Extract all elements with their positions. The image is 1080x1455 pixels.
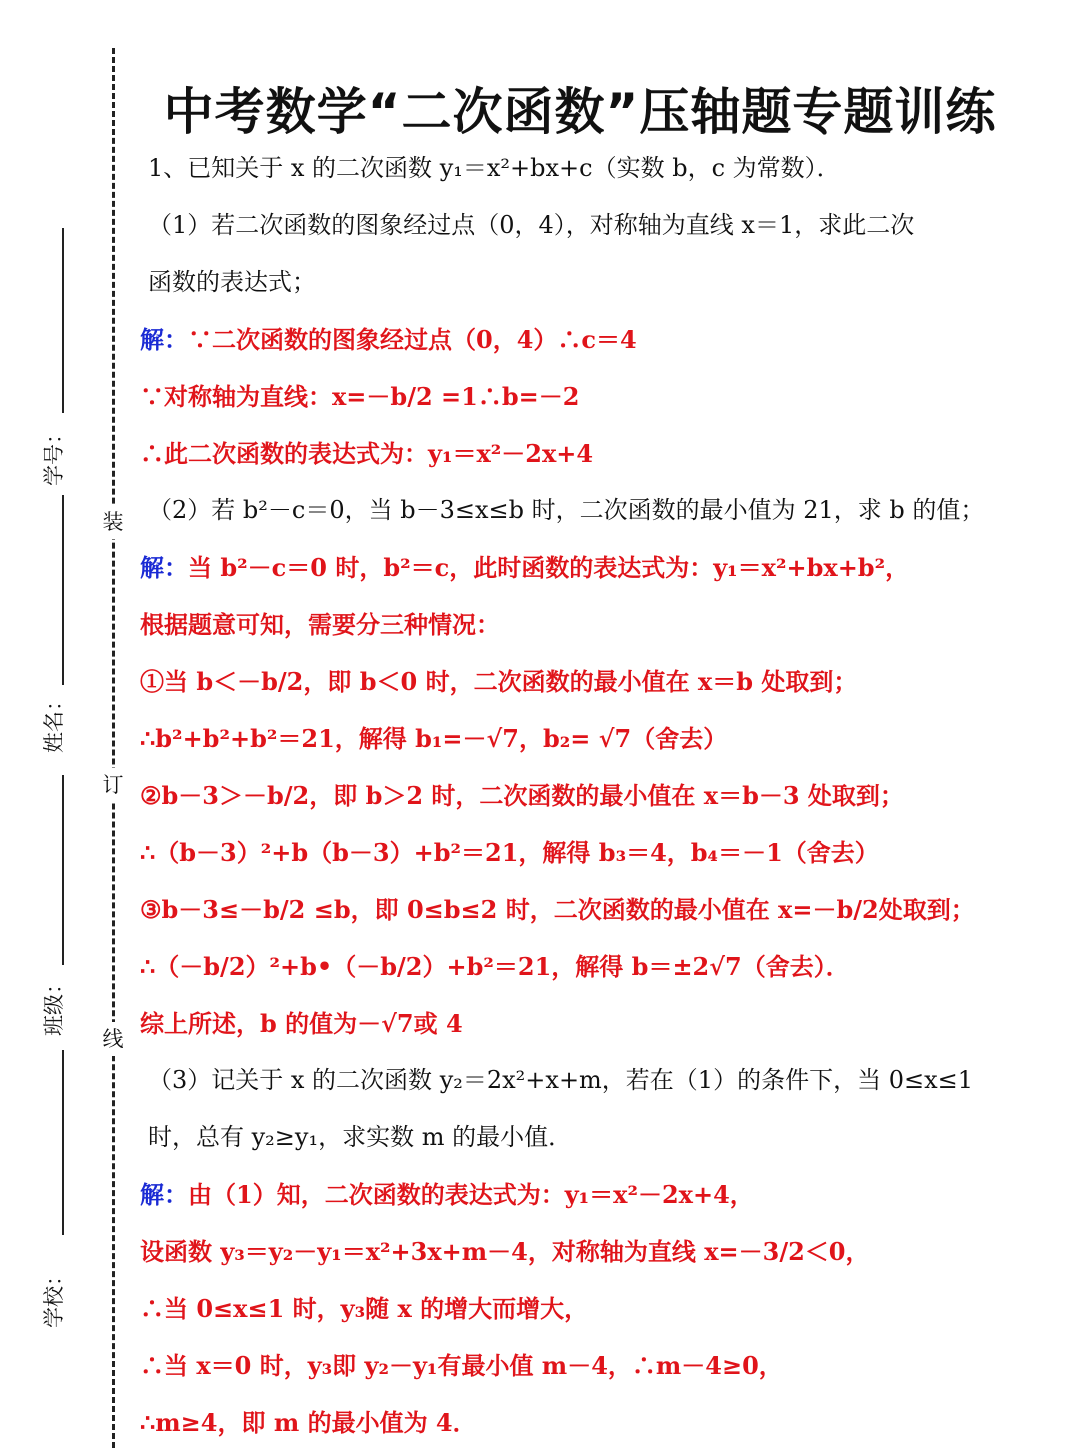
line-text: ∴b²+b²+b²＝21，解得 b₁=－√7，b₂= √7（舍去） <box>140 724 728 753</box>
text-line <box>140 197 1040 254</box>
text-line <box>140 368 1040 425</box>
text-line <box>140 1337 1040 1394</box>
bind-char-zhuang: 装 <box>100 505 126 539</box>
line-text: ②b－3＞－b/2，即 b＞2 时，二次函数的最小值在 x＝b－3 处取到； <box>140 781 904 810</box>
text-line <box>140 1052 1040 1109</box>
text-line <box>140 881 1040 938</box>
solution-label: 解： <box>140 325 188 354</box>
line-text: ∴此二次函数的表达式为：y₁＝x²－2x+4 <box>140 439 594 468</box>
binding-dashed-line <box>112 48 115 1448</box>
field-student-id <box>32 228 72 488</box>
line-text: 函数的表达式； <box>148 268 316 296</box>
text-line <box>140 482 1040 539</box>
text-line <box>140 254 1040 311</box>
field-class <box>32 775 72 1050</box>
line-text: ∴m≥4，即 m 的最小值为 4． <box>140 1408 477 1437</box>
page-title: 中考数学“二次函数”压轴题专题训练 <box>163 83 997 141</box>
field-underline <box>62 495 64 685</box>
text-line <box>140 653 1040 710</box>
line-text: 时，总有 y₂≥y₁，求实数 m 的最小值． <box>148 1123 573 1151</box>
text-line <box>140 1223 1040 1280</box>
problem-content <box>140 140 1040 1451</box>
field-underline <box>62 228 64 413</box>
line-text: （1）若二次函数的图象经过点（0，4），对称轴为直线 x＝1，求此二次 <box>148 211 915 239</box>
line-text: ∴（－b/2）²+b•（－b/2）+b²＝21，解得 b＝±2√7（舍去）． <box>140 952 850 981</box>
line-text: ∴（b－3）²+b（b－3）+b²＝21，解得 b₃＝4，b₄＝－1（舍去） <box>140 838 879 867</box>
solution-label: 解： <box>140 1180 188 1209</box>
field-underline <box>62 775 64 965</box>
line-text: （2）若 b²－c＝0，当 b－3≤x≤b 时，二次函数的最小值为 21，求 b 的值； <box>148 496 985 524</box>
text-line <box>140 425 1040 482</box>
field-school <box>32 1050 72 1335</box>
line-text: 当 b²－c＝0 时，b²＝c，此时函数的表达式为：y₁＝x²+bx+b²， <box>188 553 910 582</box>
line-text: ③b－3≤－b/2 ≤b，即 0≤b≤2 时，二次函数的最小值在 x=－b/2处取到； <box>140 895 975 924</box>
line-text: 综上所述，b 的值为－√7或 4 <box>140 1009 463 1038</box>
field-label-class: 班级： <box>42 973 66 1036</box>
line-text: ∵对称轴为直线：x=－b/2 =1∴b=－2 <box>140 382 580 411</box>
bind-char-ding: 订 <box>100 768 126 802</box>
text-line <box>140 1280 1040 1337</box>
line-text: ∴当 x＝0 时，y₃即 y₂－y₁有最小值 m－4，∴m－4≥0， <box>140 1351 783 1380</box>
text-line <box>140 710 1040 767</box>
solution-label: 解： <box>140 553 188 582</box>
field-name <box>32 495 72 765</box>
field-label-student-id: 学号： <box>42 423 66 486</box>
text-line <box>140 1394 1040 1451</box>
binding-margin <box>0 0 130 1455</box>
line-text: 设函数 y₃＝y₂－y₁＝x²+3x+m－4，对称轴为直线 x=－3/2＜0， <box>140 1237 870 1266</box>
text-line <box>140 311 1040 368</box>
text-line <box>140 1109 1040 1166</box>
line-text: 1、已知关于 x 的二次函数 y₁＝x²+bx+c（实数 b，c 为常数）． <box>148 154 841 182</box>
bind-char-xian: 线 <box>100 1022 126 1056</box>
line-text: 由（1）知，二次函数的表达式为：y₁＝x²－2x+4， <box>188 1180 754 1209</box>
text-line <box>140 539 1040 596</box>
text-line <box>140 824 1040 881</box>
text-line <box>140 1166 1040 1223</box>
line-text: ∵二次函数的图象经过点（0，4）∴c＝4 <box>188 325 637 354</box>
field-label-school: 学校： <box>42 1265 66 1328</box>
line-text: ∴当 0≤x≤1 时，y₃随 x 的增大而增大， <box>140 1294 589 1323</box>
line-text: ①当 b＜－b/2，即 b＜0 时，二次函数的最小值在 x＝b 处取到； <box>140 667 858 696</box>
text-line <box>140 767 1040 824</box>
field-underline <box>62 1050 64 1235</box>
line-text: 根据题意可知，需要分三种情况： <box>140 610 500 639</box>
field-label-name: 姓名： <box>42 690 66 753</box>
text-line <box>140 596 1040 653</box>
text-line <box>140 938 1040 995</box>
text-line <box>140 140 1040 197</box>
line-text: （3）记关于 x 的二次函数 y₂＝2x²+x+m，若在（1）的条件下，当 0≤x≤1 <box>148 1066 973 1094</box>
text-line <box>140 995 1040 1052</box>
